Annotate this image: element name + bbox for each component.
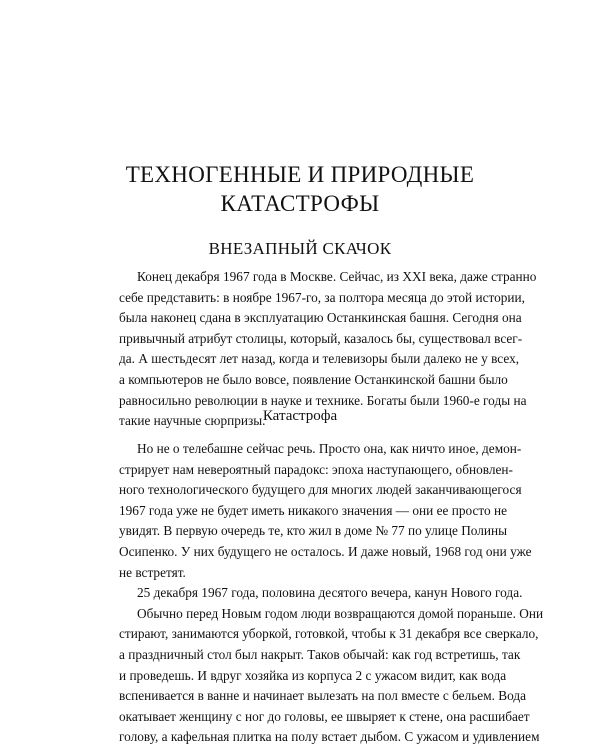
text-line: была наконец сдана в эксплуатацию Останкинская башня. Сегодня она (119, 310, 522, 326)
text-line: Обычно перед Новым годом люди возвращаются домой пораньше. Они (137, 605, 544, 621)
text-line: голову, а кафельная плитка на полу встает дыбом. С ужасом и удивлением (119, 729, 540, 745)
text-line: 1967 года уже не будет иметь никакого значения — они ее просто не (119, 502, 507, 518)
text-line: Осипенко. У них будущего не осталось. И даже новый, 1968 год они уже (119, 543, 532, 559)
chapter-title (0, 160, 600, 218)
text-line: вспенивается в ванне и начинает вылезать на пол вместе с бельем. Вода (119, 688, 527, 704)
text-line: не встретят. (119, 564, 186, 580)
text-line: и проведешь. И вдруг хозяйка из корпуса 2 с ужасом видит, как вода (119, 667, 507, 683)
text-line: стирают, занимаются уборкой, готовкой, чтобы к 31 декабря все сверкало, (119, 626, 539, 642)
chapter-title-line: КАТАСТРОФЫ (220, 191, 380, 216)
body-text (119, 439, 544, 748)
text-line: такие научные сюрпризы. (119, 413, 266, 429)
text-line: привычный атрибут столицы, который, казалось бы, существовал всег- (119, 330, 523, 346)
text-line: да. А шестьдесят лет назад, когда и телевизоры были далеко не у всех, (119, 351, 520, 367)
text-line: увидят. В первую очередь те, кто жил в доме № 77 по улице Полины (119, 523, 508, 539)
chapter-title-line: ТЕХНОГЕННЫЕ И ПРИРОДНЫЕ (125, 162, 475, 187)
text-line: Конец декабря 1967 года в Москве. Сейчас, из XXI века, даже странно (137, 269, 537, 284)
text-line: а компьютеров не было вовсе, появление Останкинской башни было (119, 371, 508, 387)
text-line: ного технологического будущего для многих людей заканчивающегося (119, 482, 522, 498)
text-line: стрирует нам невероятный парадокс: эпоха наступающего, обновлен- (119, 461, 513, 477)
text-line: равносильно революции в науке и технике. Богаты были 1960-е годы на (119, 392, 527, 408)
text-line: окатывает женщину с ног до головы, ее швыряет к стене, она расшибает (119, 708, 530, 724)
subsection-title: Катастрофа (262, 408, 338, 424)
text-line: Но не о телебашне сейчас речь. Просто она, как ничто иное, демон- (137, 441, 522, 456)
section-title: ВНЕЗАПНЫЙ СКАЧОК (208, 239, 392, 258)
text-line: себе представить: в ноябре 1967-го, за полтора месяца до этой истории, (119, 289, 525, 305)
text-line: а праздничный стол был накрыт. Таков обычай: как год встретишь, так (119, 646, 521, 662)
text-line: 25 декабря 1967 года, половина десятого вечера, канун Нового года. (137, 585, 523, 601)
